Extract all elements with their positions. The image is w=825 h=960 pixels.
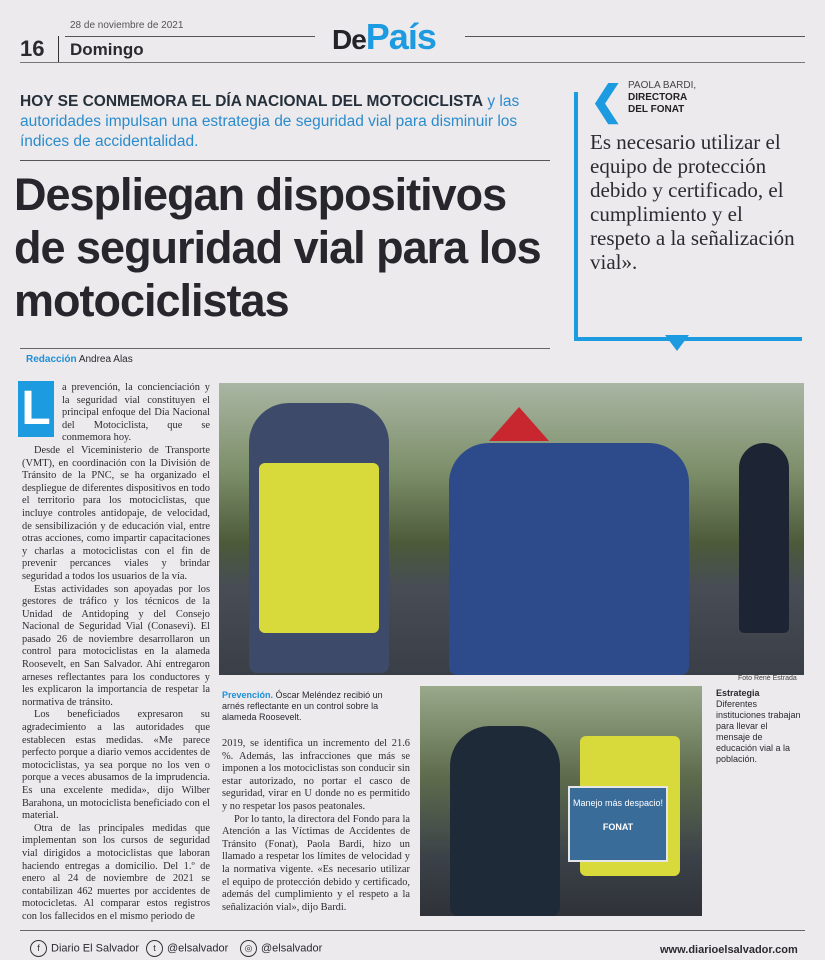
drop-cap: L <box>18 381 54 437</box>
caption-secondary <box>716 688 804 765</box>
quote-title-line2: DEL FONAT <box>628 104 685 115</box>
twitter-icon: t <box>146 940 163 957</box>
caption-secondary-label: Estrategia <box>716 688 760 698</box>
kicker-rest: y las autoridades impulsan una estrategia de seguridad vial para disminuir los índices de accidentalidad. <box>20 93 520 150</box>
quote-title-line1: DIRECTORA <box>628 92 688 103</box>
headline: Despliegan dispositivos de seguridad vial para los motociclistas <box>14 169 541 326</box>
paragraph: Otra de las principales medidas que implementan son los cursos de seguridad vial dirigidos a motociclistas que laboran haciendo entregas a domicilio. Del 1.º de enero al 24 de noviembre de 2021 se contabilizan 462 muertes por accidentes de motocicletas. Al comparar estos registros con los fallecidos en el mismo periodo de <box>22 822 210 922</box>
rider-figure <box>450 726 560 916</box>
paragraph: a prevención, la concienciación y la seguridad vial constituyen el principal enfoque del Día Nacional del Motociclista, que se conmemora hoy. <box>62 382 210 444</box>
quote-tail <box>665 335 689 351</box>
caption-main <box>222 690 402 723</box>
footer-facebook <box>30 940 139 957</box>
footer-instagram <box>240 940 322 957</box>
instagram-handle: @elsalvador <box>261 942 323 955</box>
sign-brand: FONAT <box>602 822 634 832</box>
byline <box>26 354 133 365</box>
police-figure <box>739 443 789 633</box>
chevron-left-icon: ❮ <box>590 79 624 123</box>
reflective-vest <box>259 463 379 633</box>
facebook-icon: f <box>30 940 47 957</box>
section-title <box>332 16 436 58</box>
byline-label: Redacción <box>26 354 77 365</box>
body-column-1 <box>22 382 210 924</box>
footer-rule <box>20 930 805 931</box>
section-pais: País <box>365 16 436 57</box>
caption-main-label: Prevención. <box>222 690 274 700</box>
paragraph: Estas actividades son apoyadas por los gestores de tráfico y los técnicos de la Unidad de Antidoping y del Consejo Nacional de Seguridad Vial (Conasevi). El pasado 26 de noviembre desarrollaron un control para motociclistas en la alameda Roosevelt, en San Salvador. Ahí entregaron arneses reflectantes para los conductores y les explicaron la importancia de respetar la normativa de tránsito. <box>22 583 210 708</box>
pull-quote: Es necesario utilizar el equipo de protección debido y certificado, el cumplimiento y el respeto a la señalización vial». <box>590 130 795 274</box>
page-number: 16 <box>20 36 45 61</box>
paragraph: Los beneficiados expresaron su agradecimiento a las autoridades que establecen estas medidas. «Me parece perfecto porque a diario vemos accidentes de motociclistas, ya sea porque no los ven o porque a veces abusamos de la imprudencia. Es una excelente medida», dijo Wilber Barahona, un motociclista beneficiado con el material. <box>22 709 210 822</box>
byline-name: Andrea Alas <box>78 354 133 365</box>
main-photo <box>219 383 804 675</box>
quote-speaker-name: PAOLA BARDI, <box>628 80 697 91</box>
kicker-rule <box>20 160 550 161</box>
facebook-handle: Diario El Salvador <box>51 942 140 955</box>
safety-sign <box>568 786 668 862</box>
caption-secondary-text: Diferentes instituciones trabajan para llevar el mensaje de educación vial a la población. <box>716 699 801 764</box>
secondary-photo <box>420 686 702 916</box>
kicker <box>20 92 540 152</box>
paragraph: 2019, se identifica un incremento del 21.6 %. Además, las infracciones que más se imponen a los motociclistas son conducir sin estar autorizado, no portar el casco de seguridad, virar en U donde no es permitido y no respetar los pasos peatonales. <box>222 738 410 812</box>
quote-speaker-title <box>628 92 687 116</box>
section-de: De <box>332 24 366 55</box>
headline-rule <box>20 348 550 349</box>
photo-credit: Foto René Estrada <box>738 675 797 682</box>
footer-twitter <box>146 940 228 957</box>
sign-text: Manejo más despacio! <box>572 798 664 808</box>
motorcyclist-figure <box>449 443 689 675</box>
paragraph: Desde el Viceministerio de Transporte (VMT), en coordinación con la División de Tránsito de la PNC, se ha organizado el despliegue de diferentes dispositivos en todo el territorio para los motociclistas, que incluye controles antidopaje, de velocidad, de sensibilización y de educación vial, entre otras acciones, como impartir capacitaciones y charlas a motociclistas con el fin de prevenir percances viales y brindar seguridad a todos los usuarios de la vía. <box>22 444 210 582</box>
caption-main-text: Óscar Meléndez recibió un arnés reflectante en un control sobre la alameda Roosevelt. <box>222 690 383 722</box>
day-name: Domingo <box>70 40 144 59</box>
santa-hat <box>489 407 549 441</box>
instagram-icon: ◎ <box>240 940 257 957</box>
header-rule-right <box>465 36 805 37</box>
kicker-bold: HOY SE CONMEMORA EL DÍA NACIONAL DEL MOTOCICLISTA <box>20 93 484 110</box>
body-column-2 <box>222 738 410 914</box>
issue-date: 28 de noviembre de 2021 <box>70 20 184 31</box>
twitter-handle: @elsalvador <box>167 942 229 955</box>
header-bottom-rule <box>20 62 805 63</box>
header-rule <box>65 36 315 37</box>
paragraph: Por lo tanto, la directora del Fondo para la Atención a las Víctimas de Accidentes de Tránsito (Fonat), Paola Bardi, hizo un llamado a respetar los límites de velocidad y la normativa vigente. «Es necesario utilizar el equipo de protección debido y certificado, además del cumplimiento y el respeto a la señalización vial», dijo Bardi. <box>222 813 410 913</box>
footer-url: www.diarioelsalvador.com <box>660 944 798 956</box>
header-divider <box>58 36 59 62</box>
